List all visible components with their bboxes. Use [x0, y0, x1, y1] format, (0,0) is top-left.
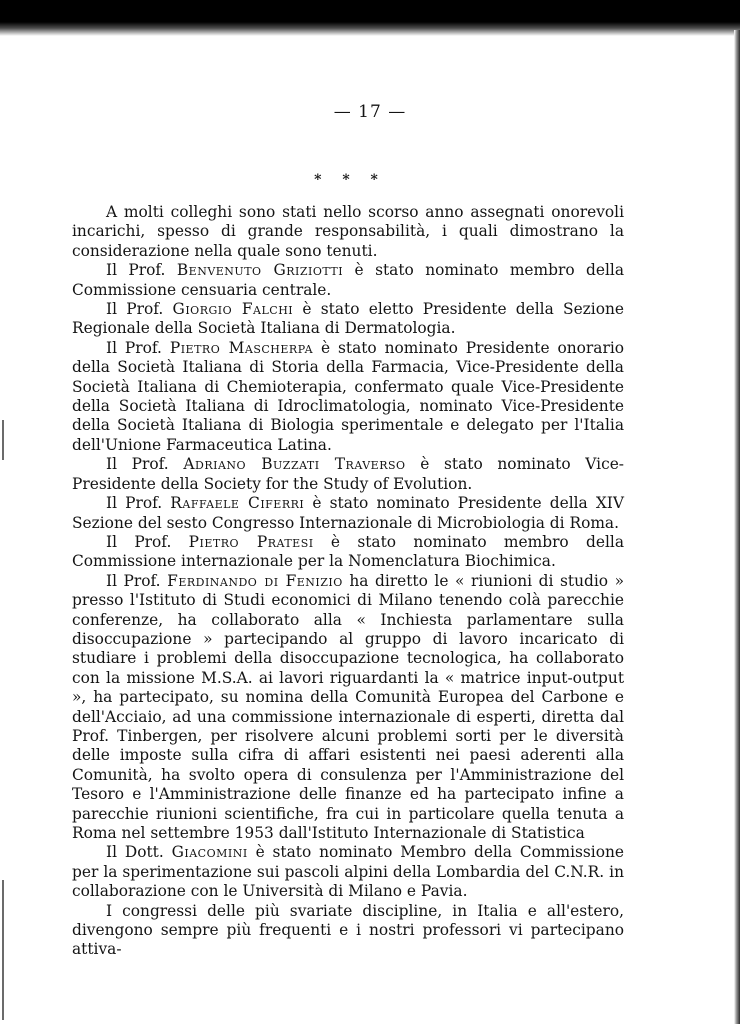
- person-name: Giacomini: [171, 843, 248, 862]
- paragraph: [72, 203, 624, 261]
- paragraph-text: A molti colleghi sono stati nello scorso anno assegnati onorevoli incarichi, spesso di grande responsabilità, i quali dimostrano la considerazione nella quale sono tenuti.: [72, 203, 624, 260]
- paragraph-text: Il Prof.: [106, 338, 170, 357]
- person-name: Ferdinando di Fenizio: [167, 571, 343, 590]
- paragraph-text: ha diretto le « riunioni di studio » presso l'Istituto di Studi economici di Milano tenendo colà parecchie conferenze, ha collaborato alla « Inchiesta parlamentare sulla disoccupazione » partecipando al gruppo di lavoro incaricato di studiare i problemi della disoccupazione tecnologica, ha collaborato con la missione M.S.A. ai lavori riguardanti la « matrice input-output », ha partecipato, su nomina della Comunità Europea del Carbone e dell'Acciaio, ad una commissione internazionale di esperti, diretta dal Prof. Tinbergen, per risolvere alcuni problemi sorti per le diversità delle imposte sulla cifra di affari esistenti nei paesi aderenti alla Comunità, ha svolto opera di consulenza per l'Amministrazione del Tesoro e l'Amministrazione delle finanze ed ha partecipato infine a parecchie riunioni scientifiche, fra cui in particolare quella tenuta a Roma nel settembre 1953 dall'Istituto Internazionale di Statistica: [72, 571, 624, 842]
- paragraph-text: Il Dott.: [106, 843, 172, 862]
- paragraph-text: Il Prof.: [106, 455, 184, 474]
- person-name: Raffaele Ciferri: [170, 494, 305, 513]
- paragraph: [72, 300, 624, 339]
- scan-mark-left-lower: [2, 880, 4, 1020]
- paragraph: [72, 261, 624, 300]
- person-name: Giorgio Falchi: [172, 300, 294, 319]
- scan-border-right: [734, 30, 740, 1024]
- scan-mark-left: [2, 420, 4, 460]
- paragraph: [72, 902, 624, 960]
- paragraph: [72, 533, 624, 572]
- paragraph-text: è stato nominato Membro della Commissione per la sperimentazione sui pascoli alpini della Lombardia del C.N.R. in collaborazione con le Università di Milano e Pavia.: [72, 843, 624, 901]
- paragraph: [72, 572, 624, 844]
- person-name: Pietro Pratesi: [188, 532, 314, 551]
- paragraph-text: Il Prof.: [106, 571, 168, 590]
- paragraph: [72, 494, 624, 533]
- person-name: Pietro Mascherpa: [169, 338, 314, 357]
- page-number: — 17 —: [333, 102, 407, 122]
- paragraph-text: Il Prof.: [106, 494, 171, 513]
- paragraph-text: è stato nominato membro della Commissione censuaria centrale.: [72, 261, 625, 299]
- person-name: Adriano Buzzati Traverso: [183, 455, 406, 474]
- paragraph-text: è stato eletto Presidente della Sezione Regionale della Società Italiana di Dermatologia.: [72, 300, 625, 338]
- paragraph-text: è stato nominato Presidente onorario della Società Italiana di Storia della Farmacia, Vice-Presidente della Società Italiana di Chemioterapia, confermato quale Vice-Presidente della Società Italiana di Idroclimatologia, nominato Vice-Presidente della Società Italiana di Biologia sperimentale e delegato per l'Italia dell'Unione Farmaceutica Latina.: [72, 338, 625, 454]
- paragraph-text: Il Prof.: [106, 300, 173, 319]
- paragraph-text: I congressi delle più svariate discipline, in Italia e all'estero, divengono sempre più frequenti e i nostri professori vi partecipano attiva-: [72, 901, 624, 959]
- scan-border-top: [0, 0, 740, 36]
- paragraph-text: è stato nominato membro della Commissione internazionale per la Nomenclatura Biochimica.: [72, 532, 624, 571]
- section-ornament: * * *: [314, 172, 386, 188]
- paragraph: [72, 455, 624, 494]
- paragraph-text: Il Prof.: [106, 261, 177, 280]
- paragraph-text: è stato nominato Presidente della XIV Sezione del sesto Congresso Internazionale di Microbiologia di Roma.: [72, 494, 624, 532]
- paragraph: [72, 339, 624, 455]
- person-name: Benvenuto Griziotti: [176, 261, 344, 280]
- paragraph-text: Il Prof.: [106, 532, 189, 551]
- paragraph-text: è stato nominato Vice-Presidente della Society for the Study of Evolution.: [72, 455, 625, 493]
- body-text: [72, 203, 624, 960]
- paragraph: [72, 843, 624, 901]
